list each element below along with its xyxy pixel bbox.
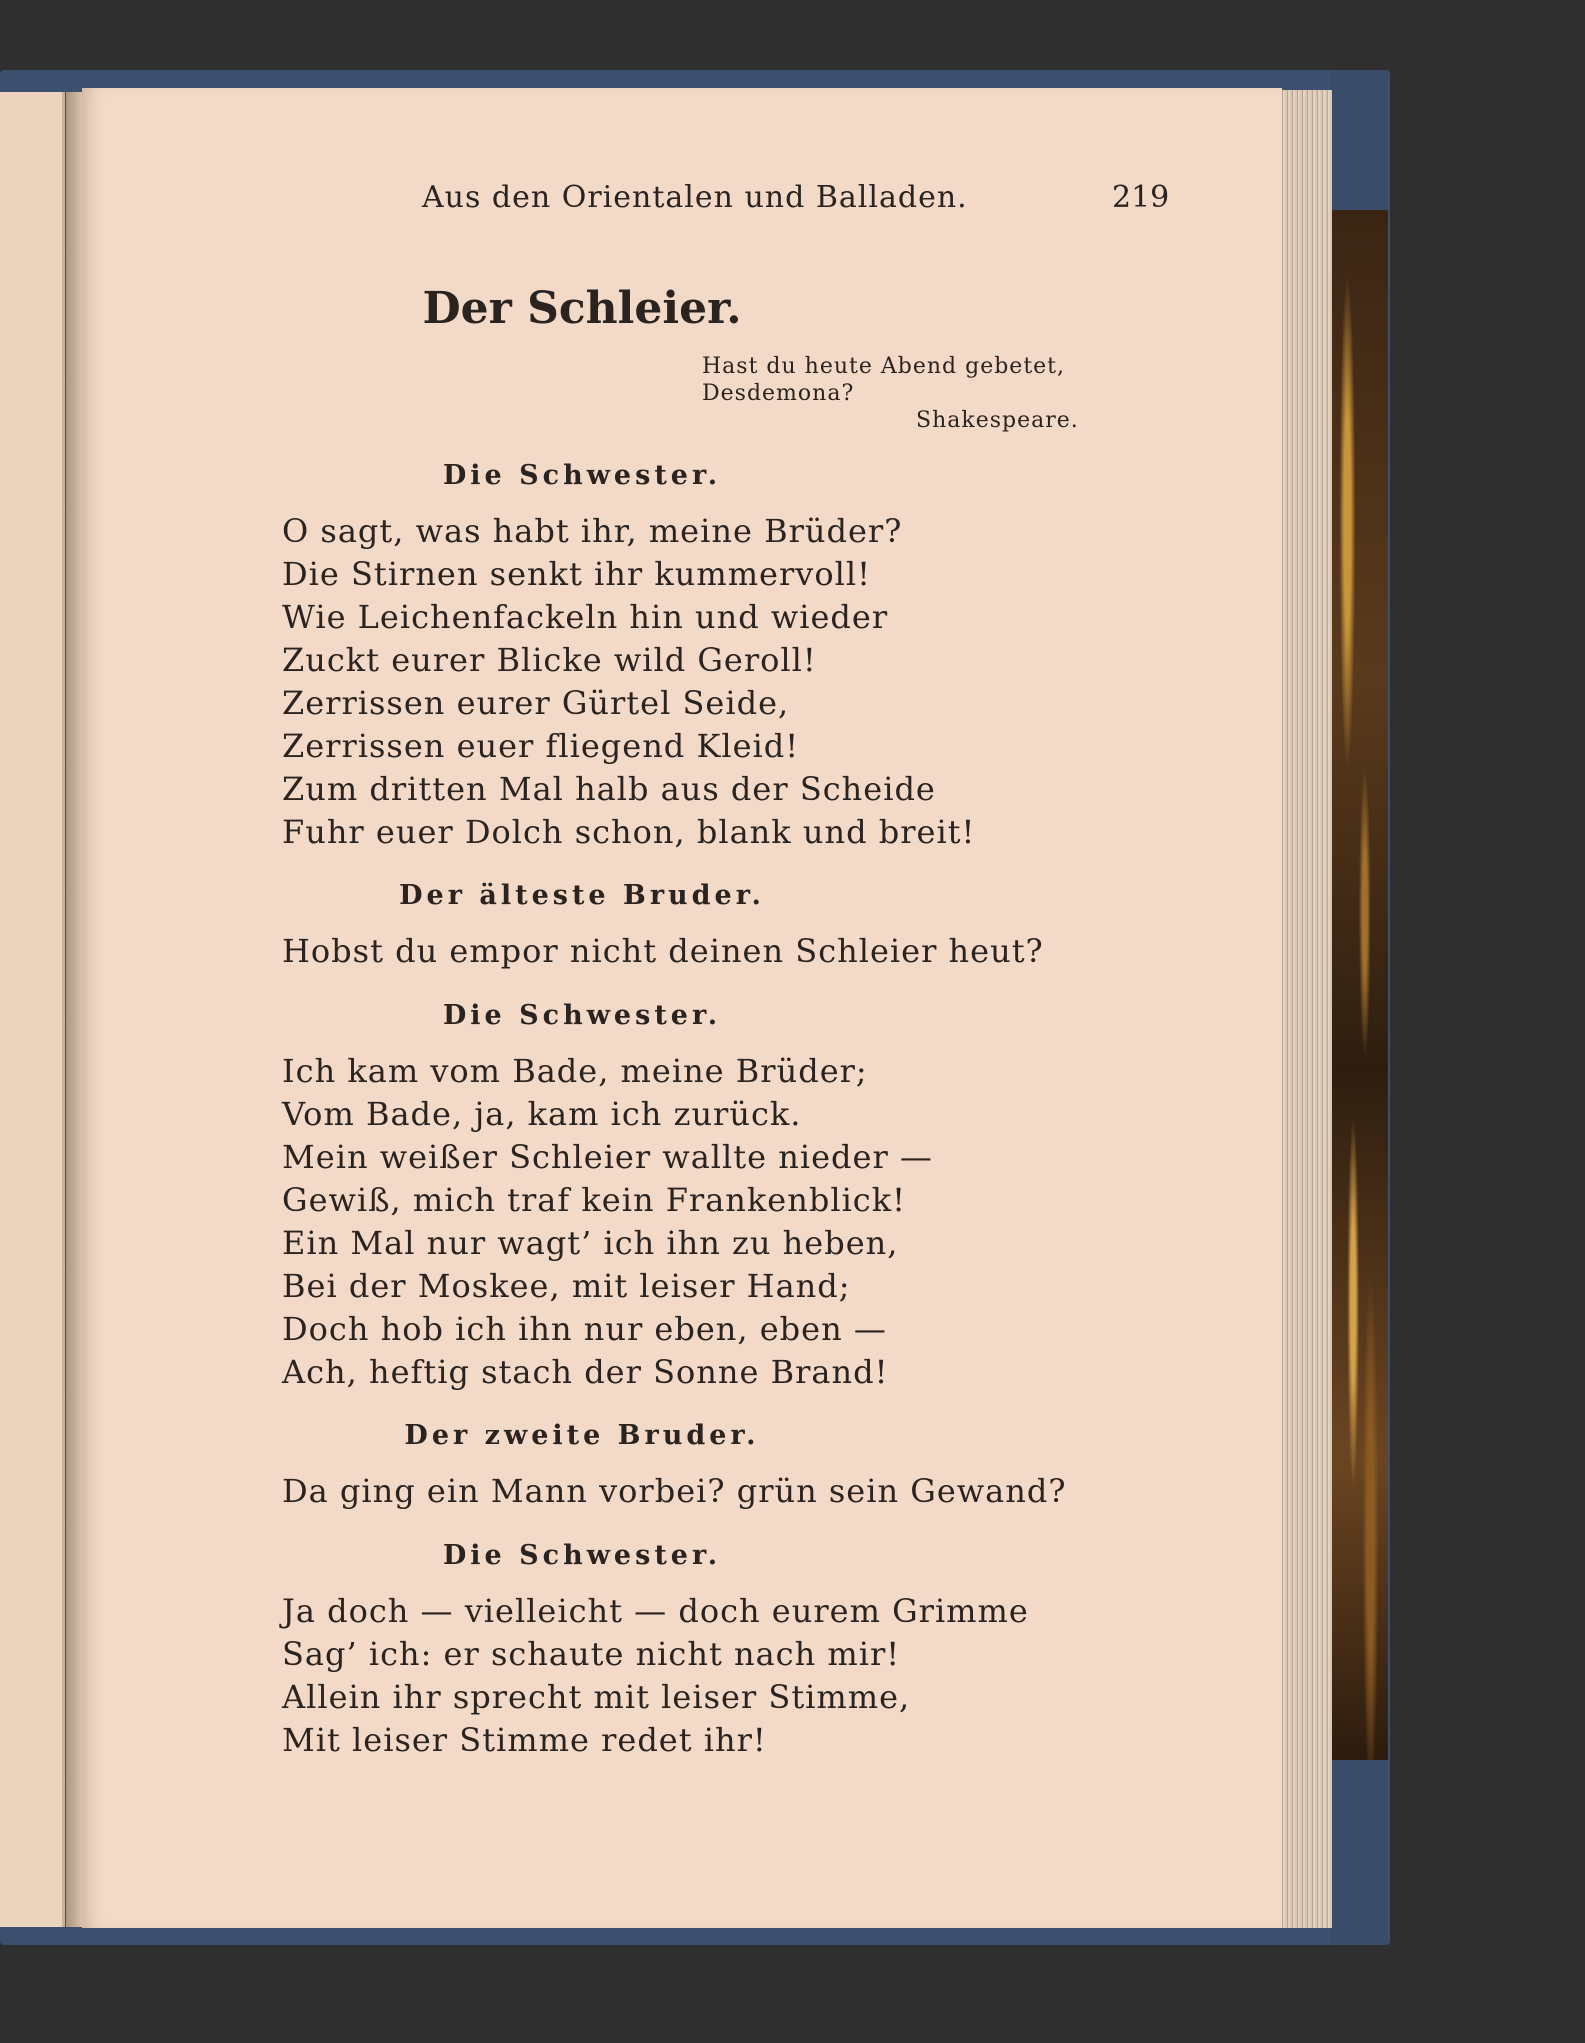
verse-line: Fuhr euer Dolch schon, blank und breit!: [282, 813, 976, 851]
speaker-heading: Die Schwester.: [442, 460, 722, 491]
epigraph: [702, 353, 1065, 407]
verse-line: Zuckt eurer Blicke wild Geroll!: [282, 641, 817, 679]
epigraph-attribution: Shakespeare.: [916, 408, 1079, 433]
verse-line: Ach, heftig stach der Sonne Brand!: [282, 1353, 889, 1391]
verse-block: [282, 1050, 933, 1394]
cover-corner-bottom: [1330, 1760, 1388, 1945]
verse-line: O sagt, was habt ihr, meine Brüder?: [282, 512, 903, 550]
speaker-heading: Die Schwester.: [442, 1000, 722, 1031]
verse-line: Mit leiser Stimme redet ihr!: [282, 1721, 767, 1759]
verse-line: Gewiß, mich traf kein Frankenblick!: [282, 1181, 906, 1219]
verse-line: Ich kam vom Bade, meine Brüder;: [282, 1052, 868, 1090]
verse-line: Die Stirnen senkt ihr kummervoll!: [282, 555, 871, 593]
speaker-heading: Die Schwester.: [442, 1540, 722, 1571]
verse-line: Wie Leichenfackeln hin und wieder: [282, 598, 889, 636]
verse-block: [282, 510, 975, 854]
verse-line: Ja doch — vielleicht — doch eurem Grimme: [282, 1592, 1029, 1630]
verse-line: Allein ihr sprecht mit leiser Stimme,: [282, 1678, 911, 1716]
right-page: [82, 88, 1282, 1928]
verse-line: Bei der Moskee, mit leiser Hand;: [282, 1267, 851, 1305]
epigraph-line: Hast du heute Abend gebetet,: [702, 354, 1066, 379]
verse-line: Vom Bade, ja, kam ich zurück.: [282, 1095, 802, 1133]
verse-line: Doch hob ich ihn nur eben, eben —: [282, 1310, 887, 1348]
left-page-edge: [0, 92, 65, 1927]
verse-line: Sag’ ich: er schaute nicht nach mir!: [282, 1635, 901, 1673]
page-number: 219: [1112, 180, 1170, 215]
gutter: [66, 92, 82, 1927]
verse-block: [282, 1590, 1029, 1762]
verse-line: Zerrissen eurer Gürtel Seide,: [282, 684, 790, 722]
speaker-heading: Der zweite Bruder.: [404, 1420, 760, 1451]
marbled-board: [1330, 210, 1388, 1770]
epigraph-line: Desdemona?: [702, 381, 855, 406]
verse-line: Da ging ein Mann vorbei? grün sein Gewand?: [282, 1472, 1067, 1510]
verse-block: [282, 930, 1044, 973]
poem-title: Der Schleier.: [422, 283, 742, 334]
verse-block: [282, 1470, 1066, 1513]
cover-corner-top: [1330, 70, 1388, 220]
running-title: Aus den Orientalen und Balladen.: [422, 180, 968, 215]
verse-line: Zerrissen euer fliegend Kleid!: [282, 727, 800, 765]
verse-line: Hobst du empor nicht deinen Schleier heut?: [282, 932, 1044, 970]
verse-line: Mein weißer Schleier wallte nieder —: [282, 1138, 933, 1176]
verse-line: Zum dritten Mal halb aus der Scheide: [282, 770, 936, 808]
speaker-heading: Der älteste Bruder.: [399, 880, 765, 911]
running-head: [82, 180, 1282, 220]
verse-line: Ein Mal nur wagt’ ich ihn zu heben,: [282, 1224, 899, 1262]
